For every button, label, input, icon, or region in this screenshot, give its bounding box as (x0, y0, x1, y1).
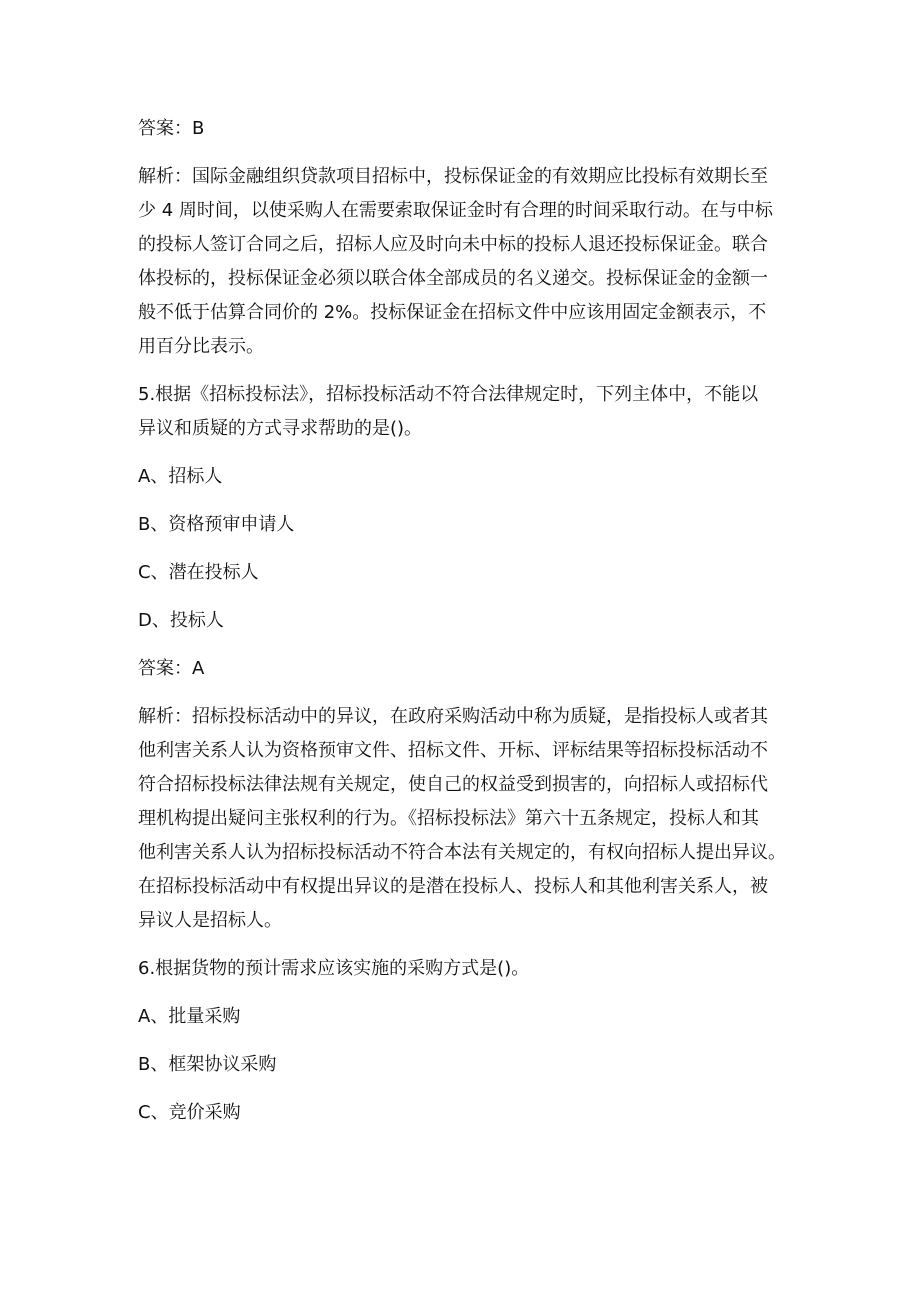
text-line: 异议和质疑的方式寻求帮助的是()。 (138, 418, 423, 439)
option-c (138, 1096, 790, 1130)
option-text: B、框架协议采购 (138, 1054, 277, 1075)
text-line: 的投标人签订合同之后，招标人应及时向未中标的投标人退还投标保证金。联合 (138, 234, 768, 255)
answer-line (138, 112, 790, 146)
text-line: 少 4 周时间，以使采购人在需要索取保证金时有合理的时间采取行动。在与中标 (138, 200, 773, 221)
explanation-paragraph (138, 700, 790, 938)
option-d (138, 604, 790, 638)
answer-line (138, 652, 790, 686)
option-text: A、招标人 (138, 466, 223, 487)
text-line: 理机构提出疑问主张权利的行为。《招标投标法》第六十五条规定，投标人和其 (138, 808, 759, 829)
question-5 (138, 378, 790, 446)
option-text: C、竞价采购 (138, 1102, 241, 1123)
question-6 (138, 952, 790, 986)
option-text: A、批量采购 (138, 1006, 241, 1027)
text-line: 答案：B (138, 118, 205, 139)
text-line: 符合招标投标法律法规有关规定，使自己的权益受到损害的，向招标人或招标代 (138, 774, 768, 795)
option-a (138, 460, 790, 494)
option-c (138, 556, 790, 590)
text-line: 般不低于估算合同价的 2%。投标保证金在招标文件中应该用固定金额表示，不 (138, 302, 767, 323)
text-line: 用百分比表示。 (138, 336, 264, 357)
text-line: 解析：国际金融组织贷款项目招标中，投标保证金的有效期应比投标有效期长至 (138, 166, 768, 187)
text-line: 6.根据货物的预计需求应该实施的采购方式是()。 (138, 958, 530, 979)
text-line: 解析：招标投标活动中的异议，在政府采购活动中称为质疑，是指投标人或者其 (138, 706, 768, 727)
text-line: 异议人是招标人。 (138, 910, 282, 931)
text-line: 体投标的，投标保证金必须以联合体全部成员的名义递交。投标保证金的金额一 (138, 268, 768, 289)
option-text: D、投标人 (138, 610, 224, 631)
text-line: 5.根据《招标投标法》，招标投标活动不符合法律规定时，下列主体中，不能以 (138, 384, 759, 405)
text-line: 他利害关系人认为招标投标活动不符合本法有关规定的，有权向招标人提出异议。 (138, 842, 786, 863)
explanation-paragraph (138, 160, 790, 364)
text-line: 答案：A (138, 658, 205, 679)
option-b (138, 1048, 790, 1082)
text-line: 在招标投标活动中有权提出异议的是潜在投标人、投标人和其他利害关系人，被 (138, 876, 768, 897)
text-line: 他利害关系人认为资格预审文件、招标文件、开标、评标结果等招标投标活动不 (138, 740, 768, 761)
document-page (138, 112, 790, 1130)
option-text: B、资格预审申请人 (138, 514, 295, 535)
option-b (138, 508, 790, 542)
option-a (138, 1000, 790, 1034)
option-text: C、潜在投标人 (138, 562, 259, 583)
